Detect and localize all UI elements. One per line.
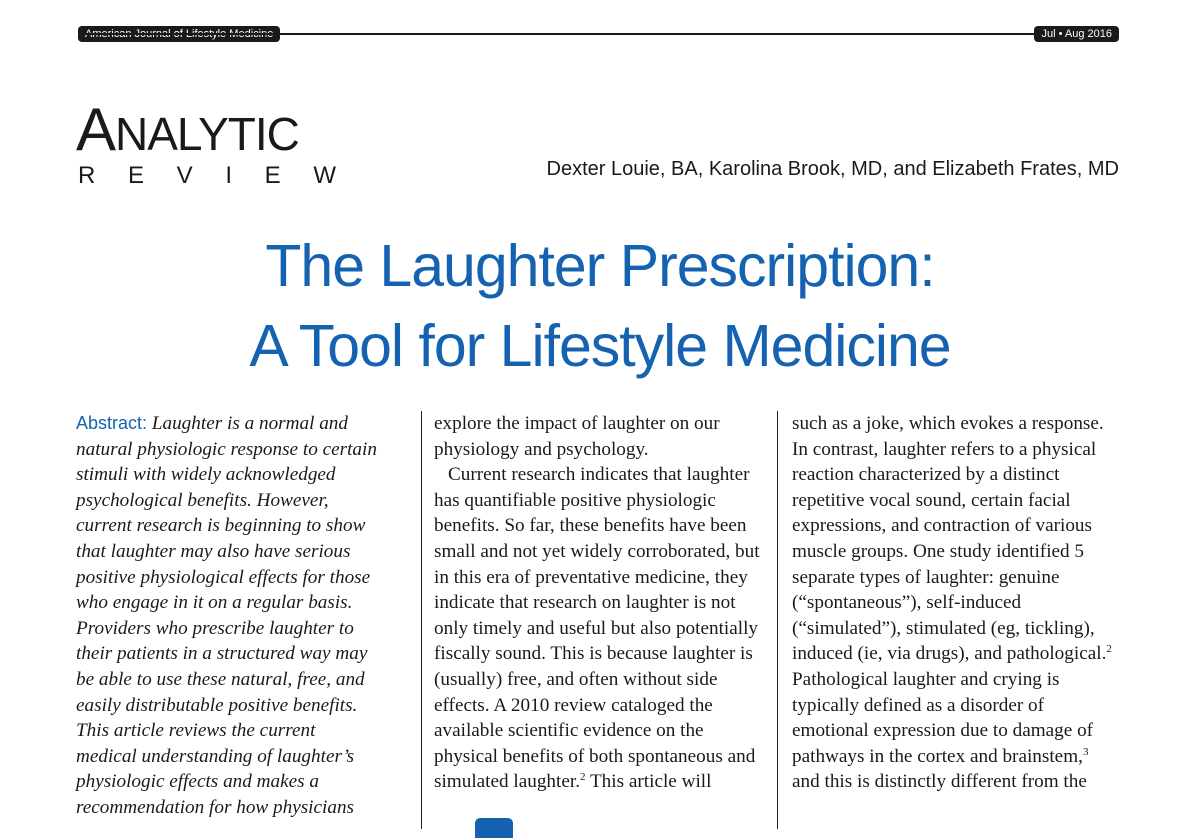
abstract-line: be able to use these natural, free, and [76,668,365,690]
abstract-line: easily distributable positive benefits. [76,694,358,716]
body-line: reaction characterized by a distinct [792,464,1060,486]
body-line: small and not yet widely corroborated, but [434,540,760,562]
body-line: explore the impact of laughter on our [434,413,720,434]
body-column-2 [434,411,764,795]
abstract-line: psychological benefits. However, [76,489,329,511]
abstract-label: Abstract: [76,413,148,433]
body-line: benefits. So far, these benefits have been [434,515,747,537]
header-rule [78,33,1119,35]
body-line: fiscally sound. This is because laughter is [434,643,753,665]
abstract-line: Abstract: Laughter is a normal and [76,413,348,434]
abstract-line: who engage in it on a regular basis. [76,592,353,614]
author-list: Dexter Louie, BA, Karolina Brook, MD, and Elizabeth Frates, MD [546,158,1119,180]
abstract-line: This article reviews the current [76,720,316,742]
abstract-line: stimuli with widely acknowledged [76,464,336,486]
issue-date: Jul • Aug 2016 [1034,26,1119,42]
body-line: indicate that research on laughter is not [434,592,736,614]
body-line: (“simulated”), stimulated (eg, tickling), [792,617,1095,639]
article-title-line: The Laughter Prescription: [265,233,935,299]
abstract-line: recommendation for how physicians [76,796,355,818]
citation-ref: 2 [1106,643,1112,656]
body-line: (usually) free, and often without side [434,668,718,690]
body-line: separate types of laughter: genuine [792,566,1060,588]
body-line: effects. A 2010 review cataloged the [434,694,713,716]
citation-ref: 2 [580,771,586,784]
body-line: In contrast, laughter refers to a physical [792,438,1097,460]
abstract-column [76,411,411,821]
body-line: induced (ie, via drugs), and pathological.$^2$ [792,643,1112,665]
abstract-line: physiologic effects and makes a [76,771,319,793]
body-line: emotional expression due to damage of [792,720,1094,742]
body-line: has quantifiable positive physiologic [434,489,716,511]
body-line: typically defined as a disorder of [792,694,1045,716]
abstract-line: natural physiologic response to certain [76,438,377,460]
body-line: and this is distinctly different from the [792,771,1087,793]
abstract-line: current research is beginning to show [76,515,366,537]
abstract-line: medical understanding of laughter’s [76,745,355,767]
body-line: in this era of preventative medicine, they [434,566,748,588]
page-number-tab [475,818,513,838]
body-line: Pathological laughter and crying is [792,668,1060,690]
body-line: Current research indicates that laughter [448,464,750,486]
citation-ref: 3 [1082,745,1089,758]
section-subtitle: R E V I E W [78,162,336,189]
abstract-line: their patients in a structured way may [76,643,368,665]
body-line: muscle groups. One study identified 5 [792,540,1085,562]
section-title: ANALYTIC [76,96,299,163]
body-line: physiology and psychology. [434,438,649,460]
column-divider [421,411,422,829]
body-line: simulated laughter.$^2$ This article will [434,771,712,793]
abstract-line: that laughter may also have serious [76,540,351,562]
body-line: available scientific evidence on the [434,720,704,742]
body-line: (“spontaneous”), self-induced [792,592,1022,614]
body-line: physical benefits of both spontaneous and [434,745,756,767]
column-divider [777,411,778,829]
body-line: only timely and useful but also potentially [434,617,759,639]
article-title [0,226,1200,386]
article-title-line: A Tool for Lifestyle Medicine [249,313,951,379]
body-line: pathways in the cortex and brainstem,$^3$ [792,745,1089,767]
abstract-line: Providers who prescribe laughter to [76,617,354,639]
body-line: such as a joke, which evokes a response. [792,413,1104,434]
abstract-line: positive physiological effects for those [76,566,371,588]
body-line: repetitive vocal sound, certain facial [792,489,1071,511]
body-column-3 [792,411,1127,795]
body-line: expressions, and contraction of various [792,515,1092,537]
